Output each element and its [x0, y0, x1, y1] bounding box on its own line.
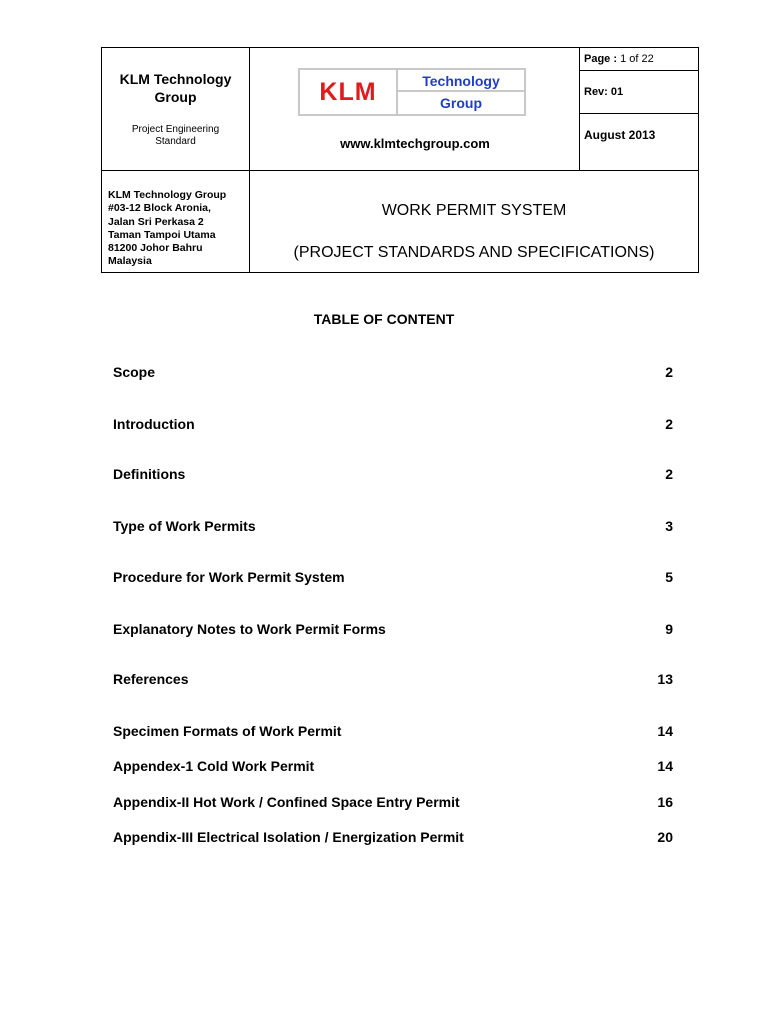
address-line: Taman Tampoi Utama: [108, 228, 216, 241]
toc-item-title: Specimen Formats of Work Permit: [113, 723, 342, 739]
company-address: [108, 189, 250, 269]
toc-item-title: Explanatory Notes to Work Permit Forms: [113, 621, 386, 637]
toc-item-title: Procedure for Work Permit System: [113, 569, 345, 585]
standard-type-line2: Standard: [155, 136, 196, 147]
document-subtitle: (PROJECT STANDARDS AND SPECIFICATIONS): [293, 244, 655, 261]
standard-type: [102, 124, 249, 148]
toc-item: [113, 619, 673, 639]
toc-item: [113, 792, 673, 812]
toc-item: [113, 464, 673, 484]
company-name: [102, 70, 249, 106]
toc-item-title: Type of Work Permits: [113, 518, 256, 534]
toc-item-title: Appendix-III Electrical Isolation / Energization Permit: [113, 829, 464, 845]
address-line: #03-12 Block Aronia,: [108, 202, 211, 215]
logo-group-text: Group: [440, 95, 482, 111]
address-line: Malaysia: [108, 255, 152, 268]
company-name-line1: KLM Technology: [119, 71, 232, 87]
toc-item-title: Scope: [113, 364, 156, 380]
page-value: 1 of 22: [620, 53, 654, 65]
document-header: [101, 47, 699, 273]
toc-item: [113, 516, 673, 536]
toc-item-page: 13: [657, 671, 673, 687]
toc-heading: TABLE OF CONTENT: [313, 311, 455, 327]
toc-item-title: Appendex-1 Cold Work Permit: [113, 758, 315, 774]
toc-item-page: 9: [665, 621, 673, 637]
standard-type-line1: Project Engineering: [131, 124, 220, 135]
toc-item: [113, 414, 673, 434]
address-line: KLM Technology Group: [108, 189, 227, 201]
toc-item-title: Definitions: [113, 466, 186, 482]
klm-logo: [298, 68, 526, 116]
header-divider-right: [579, 48, 580, 170]
header-divider-rev: [579, 113, 698, 114]
issue-date: August 2013: [584, 128, 656, 142]
company-name-line2: Group: [154, 89, 197, 105]
toc-item-page: 20: [657, 829, 673, 845]
toc-item-page: 5: [665, 569, 673, 585]
toc-item: [113, 669, 673, 689]
document-title: WORK PERMIT SYSTEM: [381, 202, 567, 219]
toc-item-title: References: [113, 671, 189, 687]
header-divider-middle: [102, 170, 698, 171]
revision: Rev: 01: [584, 86, 624, 98]
toc-item-page: 2: [665, 364, 673, 380]
toc-item-page: 2: [665, 416, 673, 432]
toc-item: [113, 567, 673, 587]
toc-item-page: 14: [657, 723, 673, 739]
logo-klm-text: KLM: [300, 70, 398, 114]
logo-technology-text: Technology: [398, 70, 524, 92]
header-divider-page: [579, 70, 698, 71]
toc-item-title: Appendix-II Hot Work / Confined Space Entry Permit: [113, 794, 460, 810]
toc-item-page: 14: [657, 758, 673, 774]
toc-item: [113, 756, 673, 776]
address-line: 81200 Johor Bahru: [108, 242, 203, 255]
toc-item-title: Introduction: [113, 416, 195, 432]
page-label: Page :: [584, 53, 618, 65]
website-url: www.klmtechgroup.com: [340, 136, 490, 151]
toc-item: [113, 362, 673, 382]
toc-item-page: 16: [657, 794, 673, 810]
page-number: [584, 53, 654, 65]
toc-item: [113, 827, 673, 847]
address-line: Jalan Sri Perkasa 2: [108, 215, 204, 228]
toc-item: [113, 721, 673, 741]
toc-item-page: 2: [665, 466, 673, 482]
toc-item-page: 3: [665, 518, 673, 534]
